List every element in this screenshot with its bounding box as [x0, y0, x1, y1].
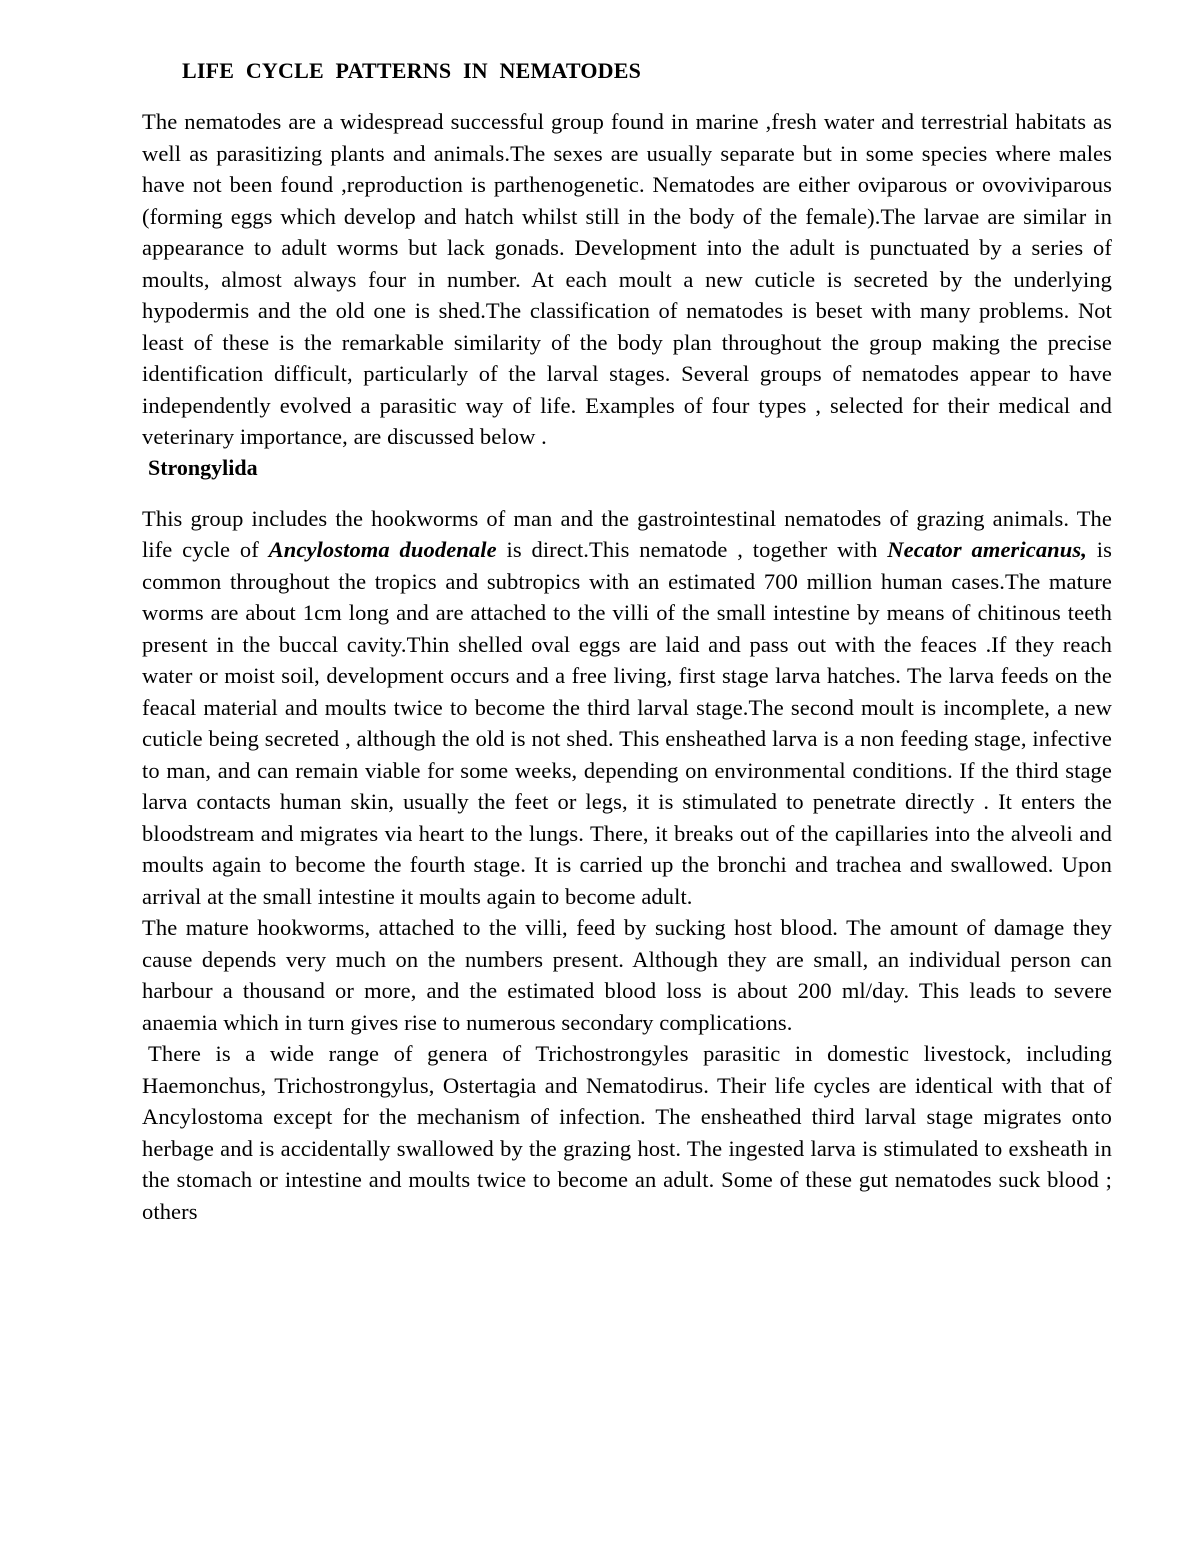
section-heading-strongylida: Strongylida: [148, 454, 258, 480]
document-title: LIFE CYCLE PATTERNS IN NEMATODES: [182, 58, 642, 83]
intro-paragraph: The nematodes are a widespread successful group found in marine ,fresh water and terrestrial habitats as well as parasitizing plants and animals.The sexes are usually separate but in some species where males have not been found ,reproduction is parthenogenetic. Nematodes are either oviparous or ovoviviparous (forming eggs which develop and hatch whilst still in the body of the female).The larvae are similar in appearance to adult worms but lack gonads. Development into the adult is punctuated by a series of moults, almost always four in number. At each moult a new cuticle is secreted by the underlying hypodermis and the old one is shed.The classification of nematodes is beset with many problems. Not least of these is the remarkable similarity of the body plan throughout the group making the precise identification difficult, particularly of the larval stages. Several groups of nematodes appear to have independently evolved a parasitic way of life. Examples of four types , selected for their medical and veterinary importance, are discussed below .: [142, 109, 1112, 449]
paragraph-text: is common throughout the tropics and subtropics with an estimated 700 million human cases.The mature worms are about 1cm long and are attached to the villi of the small intestine by means of chitinous teeth present in the buccal cavity.Thin shelled oval eggs are laid and pass out with the feaces .If they reach water or moist soil, development occurs and a free living, first stage larva hatches. The larva feeds on the feacal material and moults twice to become the third larval stage.The second moult is incomplete, a new cuticle being secreted , although the old is not shed. This ensheathed larva is a non feeding stage, infective to man, and can remain viable for some weeks, depending on environmental conditions. If the third stage larva contacts human skin, usually the feet or legs, it is stimulated to penetrate directly . It enters the bloodstream and migrates via heart to the lungs. There, it breaks out of the capillaries into the alveoli and moults again to become the fourth stage. It is carried up the bronchi and trachea and swallowed. Upon arrival at the small intestine it moults again to become adult.: [142, 537, 1112, 909]
species-name-necator: Necator americanus,: [887, 537, 1087, 562]
paragraph-text: is direct.This nematode , together with: [496, 537, 888, 562]
species-name-ancylostoma: Ancylostoma duodenale: [268, 537, 497, 562]
document-body: [142, 56, 1112, 1227]
trichostrongyles-paragraph: There is a wide range of genera of Trichostrongyles parasitic in domestic livestock, including Haemonchus, Trichostrongylus, Ostertagia and Nematodirus. Their life cycles are identical with that of Ancylostoma except for the mechanism of infection. The ensheathed third larval stage migrates onto herbage and is accidentally swallowed by the grazing host. The ingested larva is stimulated to exsheath in the stomach or intestine and moults twice to become an adult. Some of these gut nematodes suck blood ; others: [142, 1041, 1112, 1224]
hookworm-damage-paragraph: The mature hookworms, attached to the villi, feed by sucking host blood. The amount of damage they cause depends very much on the numbers present. Although they are small, an individual person can harbour a thousand or more, and the estimated blood loss is about 200 ml/day. This leads to severe anaemia which in turn gives rise to numerous secondary complications.: [142, 915, 1112, 1035]
paragraph-text: This group includes the hookworms of man and the gastrointestinal nematodes of grazing animals. The life cycle of: [142, 505, 1112, 562]
strongylida-paragraph: [142, 503, 1112, 913]
